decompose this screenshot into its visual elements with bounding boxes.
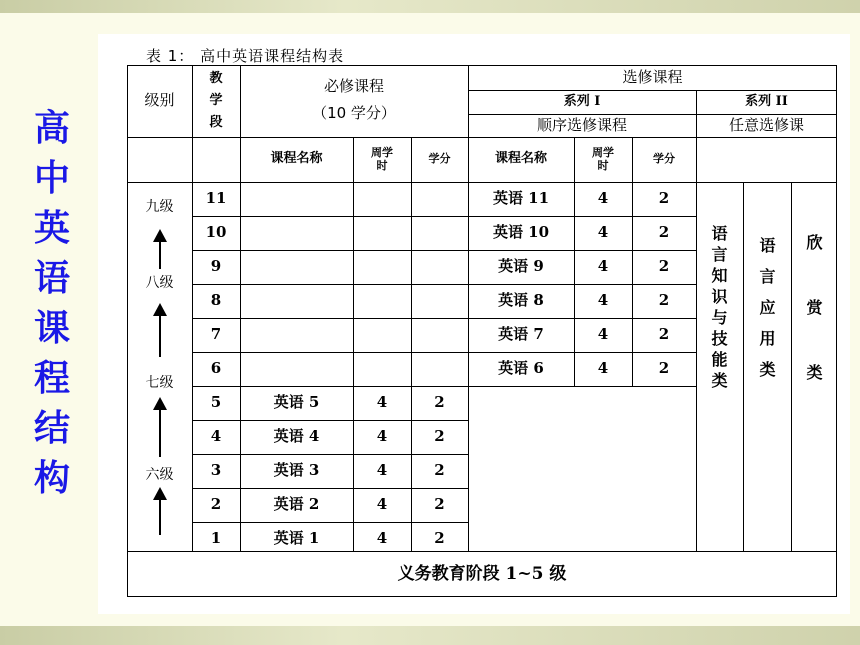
level-label-6: 六级 (145, 466, 174, 483)
category-char: 言 (759, 266, 776, 286)
stage-number: 1 (210, 529, 222, 548)
stage-number: 6 (210, 359, 222, 378)
header-series1: 系列 I (563, 93, 601, 109)
header-elective: 选修课程 (622, 67, 683, 86)
stage-number: 9 (210, 257, 222, 276)
elective-weekly-hours: 4 (597, 257, 609, 276)
title-char: 中 (33, 158, 70, 199)
title-char: 高 (33, 108, 70, 149)
category-char: 应 (759, 297, 776, 317)
compulsory-credits: 2 (434, 393, 445, 412)
header-stage-char: 段 (209, 115, 223, 130)
compulsory-credits: 2 (434, 427, 445, 446)
vertical-slide-title (22, 104, 82, 504)
subheader-course-name: 课程名称 (270, 151, 323, 167)
top-decorative-band (0, 0, 860, 13)
elective-credits: 2 (658, 223, 670, 242)
weekly-hours-part: 时 (376, 158, 388, 172)
compulsory-course-name: 英语 4 (273, 427, 320, 446)
subheader-credits: 学分 (428, 152, 451, 166)
category-char: 与 (711, 308, 728, 327)
title-char: 程 (33, 358, 70, 399)
arrow-up-icon (159, 315, 161, 357)
stage-number: 10 (205, 223, 227, 242)
category-language-knowledge-skills (696, 182, 743, 432)
elective-course-name: 英语 9 (498, 257, 544, 276)
compulsory-course-name: 英语 3 (273, 461, 320, 480)
elective-credits: 2 (658, 257, 670, 276)
subheader-course-name-elective: 课程名称 (494, 151, 547, 167)
compulsory-weekly-hours: 4 (376, 393, 388, 412)
weekly-hours-part: 周学 (371, 145, 393, 159)
compulsory-credits: 2 (434, 529, 445, 548)
elective-weekly-hours: 4 (597, 325, 609, 344)
elective-weekly-hours: 4 (597, 223, 609, 242)
category-char: 类 (711, 371, 728, 390)
title-char: 课 (33, 308, 70, 349)
category-char: 能 (711, 350, 728, 369)
weekly-hours-part: 时 (597, 158, 609, 172)
category-language-application (744, 182, 791, 432)
category-char: 言 (711, 245, 728, 264)
stage-number: 4 (210, 427, 222, 446)
stage-number: 11 (205, 189, 227, 208)
subheader-credits-elective: 学分 (653, 152, 675, 166)
level-label-7: 七级 (145, 374, 174, 391)
footer-compulsory-education: 义务教育阶段 1~5 级 (397, 563, 567, 584)
elective-course-name: 英语 6 (498, 359, 544, 378)
stage-number: 3 (210, 461, 222, 480)
elective-credits: 2 (658, 189, 670, 208)
category-char: 知 (711, 266, 728, 285)
compulsory-course-name: 英语 1 (273, 529, 320, 548)
category-char: 类 (806, 362, 823, 382)
category-char: 类 (759, 359, 776, 379)
subheader-weekly-hours-elective (574, 137, 632, 182)
category-char: 语 (711, 224, 728, 243)
stage-number: 5 (210, 393, 222, 412)
header-series2-sub: 任意选修课 (728, 115, 804, 134)
elective-credits: 2 (658, 359, 670, 378)
header-compulsory: 必修课程 (323, 77, 384, 96)
elective-course-name: 英语 11 (492, 189, 550, 208)
stage-number: 7 (210, 325, 222, 344)
category-char: 语 (759, 235, 776, 255)
elective-weekly-hours: 4 (597, 359, 609, 378)
title-char: 构 (33, 458, 70, 499)
elective-credits: 2 (658, 325, 670, 344)
header-compulsory-credits: （10 学分） (312, 104, 396, 123)
level-label-9: 九级 (145, 198, 174, 215)
compulsory-credits: 2 (434, 495, 445, 514)
header-stage-char: 学 (209, 93, 223, 108)
compulsory-weekly-hours: 4 (376, 529, 388, 548)
compulsory-course-name: 英语 5 (273, 393, 320, 412)
arrow-up-icon (159, 409, 161, 457)
bottom-decorative-band (0, 626, 860, 645)
stage-number: 8 (210, 291, 222, 310)
title-char: 英 (33, 208, 70, 249)
category-char: 赏 (806, 297, 823, 317)
arrow-up-icon (159, 241, 161, 269)
arrow-up-icon (159, 499, 161, 535)
weekly-hours-part: 周学 (592, 145, 614, 159)
category-char: 技 (711, 329, 728, 348)
header-level: 级别 (144, 91, 175, 110)
stage-number: 2 (210, 495, 222, 514)
elective-course-name: 英语 7 (498, 325, 544, 344)
compulsory-weekly-hours: 4 (376, 461, 388, 480)
curriculum-structure-table (127, 65, 837, 597)
compulsory-weekly-hours: 4 (376, 495, 388, 514)
category-appreciation (792, 182, 837, 432)
elective-course-name: 英语 8 (498, 291, 544, 310)
grid-line (127, 65, 128, 597)
header-stage (192, 65, 240, 137)
category-char: 用 (759, 328, 776, 348)
elective-weekly-hours: 4 (597, 189, 609, 208)
header-stage-char: 教 (209, 71, 223, 86)
header-series1-sub: 顺序选修课程 (536, 115, 627, 134)
table-caption: 表 1： 高中英语课程结构表 (146, 47, 345, 65)
elective-weekly-hours: 4 (597, 291, 609, 310)
title-char: 语 (33, 258, 70, 299)
title-char: 结 (33, 408, 70, 449)
elective-credits: 2 (658, 291, 670, 310)
compulsory-credits: 2 (434, 461, 445, 480)
header-series2: 系列 II (745, 93, 788, 109)
elective-course-name: 英语 10 (492, 223, 550, 242)
category-char: 欣 (806, 232, 823, 252)
level-label-8: 八级 (145, 274, 174, 291)
category-char: 识 (711, 287, 728, 306)
compulsory-course-name: 英语 2 (273, 495, 320, 514)
compulsory-weekly-hours: 4 (376, 427, 388, 446)
subheader-weekly-hours (353, 137, 411, 182)
